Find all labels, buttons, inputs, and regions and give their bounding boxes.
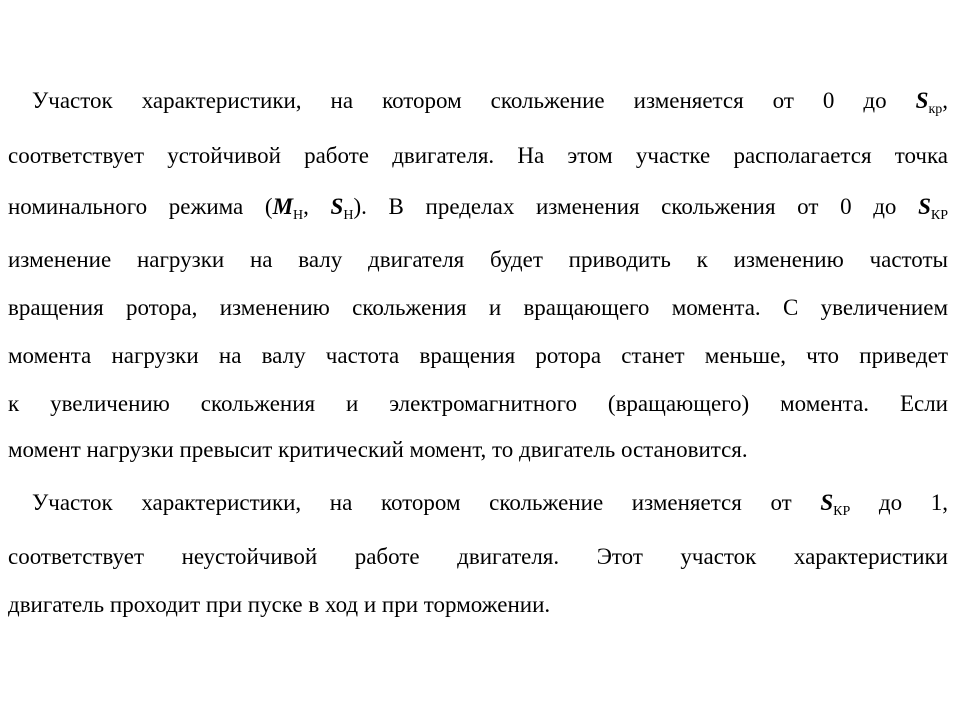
paragraph-1-line-1 [8,88,948,117]
text-run: изменение нагрузки на валу двигателя будет приводить к изменению частоты [8,247,948,272]
text-run: номинального режима ( [8,194,273,219]
paragraph-1-line-3 [8,194,948,223]
text-run: Участок характеристики, на котором скольжение изменяется от 0 до [32,88,916,113]
text-run: соответствует неустойчивой работе двигателя. Этот участок характеристики [8,544,948,569]
slip-symbol: S [330,194,344,219]
paragraph-1-line-2 [8,143,948,169]
text-run: , [303,194,331,219]
text-run: двигатель проходит при пуске в ход и при торможении. [8,592,551,617]
text-run: момента нагрузки на валу частота вращения ротора станет меньше, что приведет [8,343,948,368]
paragraph-1-line-4 [8,247,948,273]
paragraph-1-line-8 [8,437,948,463]
text-run: соответствует устойчивой работе двигателя. На этом участке располагается точка [8,143,948,168]
slip-subscript: КР [930,208,948,223]
slip-symbol: S [918,194,931,219]
slip-symbol: S [820,490,834,515]
torque-symbol: M [272,194,294,219]
text-run: вращения ротора, изменению скольжения и вращающего момента. С увеличением [8,295,948,320]
slip-subscript: Н [343,208,354,223]
text-run: , [942,88,948,113]
text-run: к увеличению скольжения и электромагнитного (вращающего) момента. Если [8,391,948,416]
paragraph-2-line-2 [8,544,948,570]
text-run: момент нагрузки превысит критический момент, то двигатель остановится. [8,437,748,462]
paragraph-2-line-1 [8,490,948,519]
text-run: до 1, [850,490,948,515]
paragraph-1-line-5 [8,295,948,321]
torque-subscript: Н [293,208,304,223]
text-run: ). В пределах изменения скольжения от 0 до [353,194,919,219]
slip-subscript: кр [928,102,943,117]
text-run: Участок характеристики, на котором скольжение изменяется от [32,490,821,515]
slip-symbol: S [915,88,929,113]
paragraph-1-line-6 [8,343,948,369]
paragraph-2-line-3 [8,592,948,618]
slip-subscript: КР [833,504,851,519]
paragraph-1-line-7 [8,391,948,417]
